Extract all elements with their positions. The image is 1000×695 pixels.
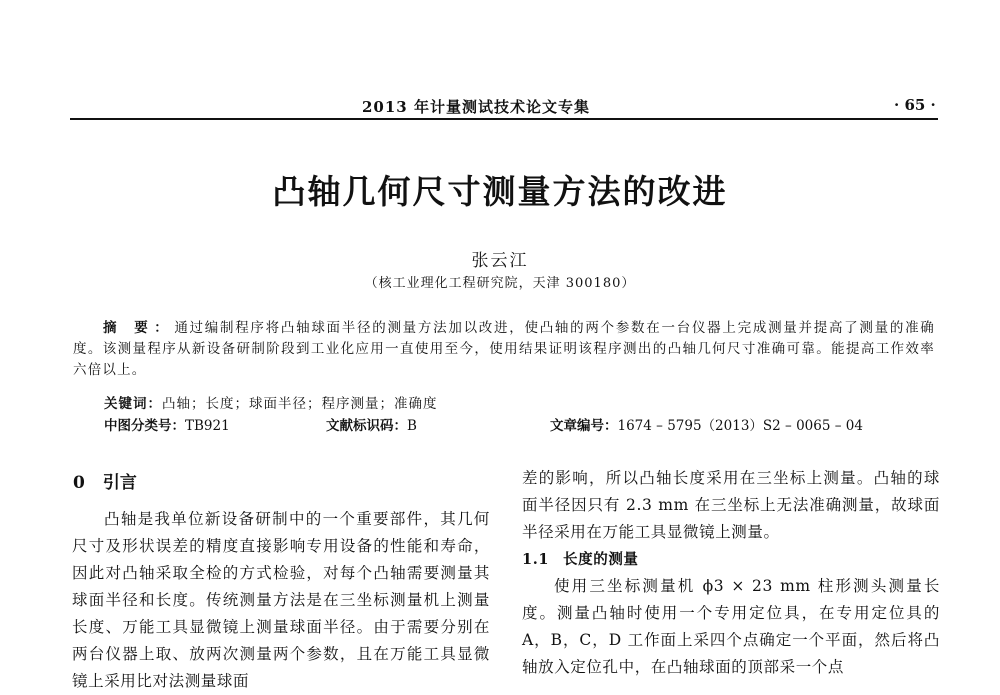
- abstract: [73, 318, 935, 381]
- page-number: · 65 ·: [894, 96, 936, 114]
- subsection-heading: [522, 546, 940, 573]
- article-title: 凸轴几何尺寸测量方法的改进: [272, 172, 728, 211]
- subsection-title: 长度的测量: [563, 551, 639, 568]
- clc-code: [104, 414, 230, 434]
- abstract-text: 通过编制程序将凸轴球面半径的测量方法加以改进，使凸轴的两个参数在一台仪器上完成测量并提高了测量的准确度。该测量程序从新设备研制阶段到工业化应用一直使用至今，使用结果证明该程序测出的凸轴几何尺寸准确可靠。能提高工作效率六倍以上。: [73, 320, 936, 378]
- abstract-label: 摘 要：: [103, 320, 175, 336]
- author-name: 张云江: [471, 251, 529, 271]
- section-title: 引言: [102, 473, 137, 493]
- section-heading: [73, 468, 137, 493]
- subsection-paragraph: 使用三坐标测量机 ϕ3 × 23 mm 柱形测头测量长度。测量凸轴时使用一个专用定位具，在专用定位具的 A，B，C，D 工作面上采四个点确定一个平面，然后将凸轴放入定位孔中，在凸轴球面的顶部采一个点: [522, 577, 940, 676]
- header-rule: [70, 118, 938, 120]
- continued-paragraph: 差的影响，所以凸轴长度采用在三坐标上测量。凸轴的球面半径因只有 2.3 mm 在三坐标上无法准确测量，故球面半径采用在万能工具显微镜上测量。: [522, 469, 940, 541]
- clc-label: 中图分类号：: [104, 418, 185, 434]
- right-column: [522, 465, 940, 681]
- clc-value: TB921: [185, 418, 230, 434]
- document-code: [326, 414, 417, 434]
- article-number: [550, 414, 863, 434]
- author-affiliation: （核工业理化工程研究院，天津 300180）: [364, 276, 636, 291]
- keywords-label: 关键词：: [104, 396, 162, 412]
- doc-label: 文献标识码：: [326, 418, 407, 434]
- keywords: [104, 392, 438, 412]
- intro-paragraph: 凸轴是我单位新设备研制中的一个重要部件，其几何尺寸及形状误差的精度直接影响专用设备的性能和寿命，因此对凸轴采取全检的方式检验，对每个凸轴需要测量其球面半径和长度。传统测量方法是在三坐标测量机上测量长度、万能工具显微镜上测量球面半径。由于需要分别在两台仪器上取、放两次测量两个参数，且在万能工具显微镜上采用比对法测量球面: [72, 510, 490, 690]
- article-value: 1674 – 5795（2013）S2 – 0065 – 04: [617, 418, 863, 434]
- article-label: 文章编号：: [550, 418, 618, 434]
- keywords-text: 凸轴；长度；球面半径；程序测量；准确度: [162, 396, 438, 412]
- doc-value: B: [407, 418, 417, 434]
- left-column: [72, 506, 490, 695]
- section-number: 0: [73, 473, 85, 493]
- subsection-number: 1.1: [522, 551, 550, 568]
- running-header-journal: 2013 年计量测试技术论文专集: [362, 98, 590, 116]
